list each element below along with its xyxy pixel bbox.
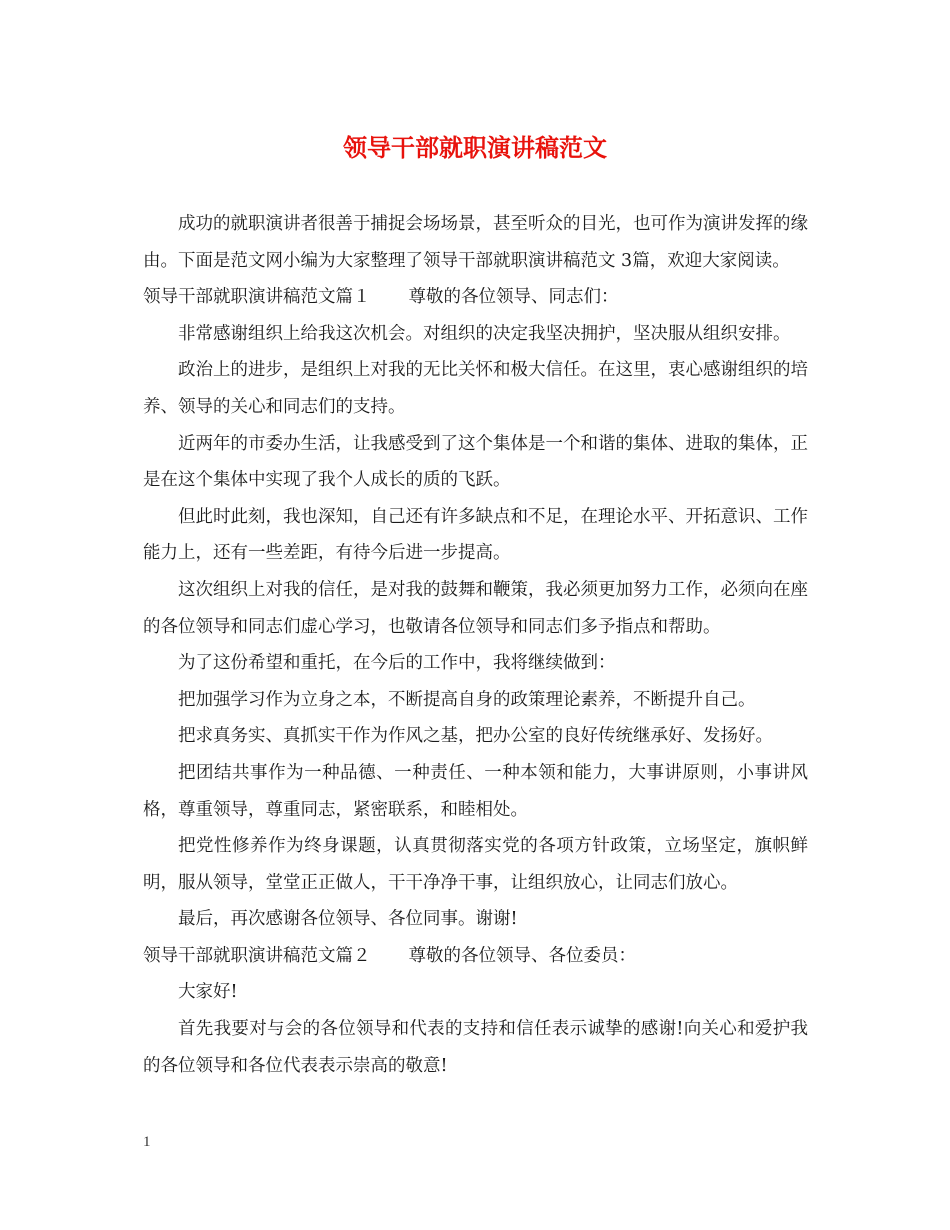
- section-heading-line: [143, 938, 808, 975]
- paragraph: 首先我要对与会的各位领导和代表的支持和信任表示诚挚的感谢!向关心和爱护我的各位领导和各位代表表示崇高的敬意!: [143, 1019, 808, 1076]
- paragraph: 为了这份希望和重托，在今后的工作中，我将继续做到：: [178, 653, 616, 674]
- paragraph: 大家好!: [178, 982, 238, 1003]
- section-heading: 领导干部就职演讲稿范文篇２: [143, 945, 371, 966]
- paragraph: 非常感谢组织上给我这次机会。对组织的决定我坚决拥护，坚决服从组织安排。: [178, 323, 791, 344]
- document-body: [143, 206, 808, 1084]
- salutation: 尊敬的各位领导、各位委员：: [408, 945, 636, 966]
- intro-paragraph: 成功的就职演讲者很善于捕捉会场场景，甚至听众的目光，也可作为演讲发挥的缘由。下面是范文网小编为大家整理了领导干部就职演讲稿范文 3篇，欢迎大家阅读。: [143, 214, 808, 271]
- paragraph: 近两年的市委办生活，让我感受到了这个集体是一个和谐的集体、进取的集体，正是在这个集体中实现了我个人成长的质的飞跃。: [143, 433, 808, 491]
- paragraph: 把团结共事作为一种品德、一种责任、一种本领和能力，大事讲原则，小事讲风格，尊重领导，尊重同志，紧密联系，和睦相处。: [143, 762, 808, 820]
- salutation: 尊敬的各位领导、同志们：: [408, 287, 619, 308]
- paragraph: 最后，再次感谢各位领导、各位同事。谢谢!: [178, 909, 518, 930]
- document-title: 领导干部就职演讲稿范文: [343, 133, 607, 162]
- section-heading: 领导干部就职演讲稿范文篇１: [143, 287, 371, 308]
- page-number: 1: [143, 1134, 151, 1150]
- paragraph: 政治上的进步，是组织上对我的无比关怀和极大信任。在这里，衷心感谢组织的培养、领导的关心和同志们的支持。: [143, 360, 808, 417]
- paragraph: 把求真务实、真抓实干作为作风之基，把办公室的良好传统继承好、发扬好。: [178, 726, 773, 747]
- paragraph: 把加强学习作为立身之本，不断提高自身的政策理论素养，不断提升自己。: [178, 689, 756, 710]
- paragraph: 把党性修养作为终身课题，认真贯彻落实党的各项方针政策，立场坚定，旗帜鲜明，服从领导，堂堂正正做人，干干净净干事，让组织放心，让同志们放心。: [143, 836, 808, 893]
- section-heading-line: [143, 279, 808, 316]
- paragraph: 但此时此刻，我也深知，自己还有许多缺点和不足，在理论水平、开拓意识、工作能力上，还有一些差距，有待今后进一步提高。: [143, 506, 808, 564]
- paragraph: 这次组织上对我的信任，是对我的鼓舞和鞭策，我必须更加努力工作，必须向在座的各位领导和同志们虚心学习，也敬请各位领导和同志们多予指点和帮助。: [143, 579, 808, 637]
